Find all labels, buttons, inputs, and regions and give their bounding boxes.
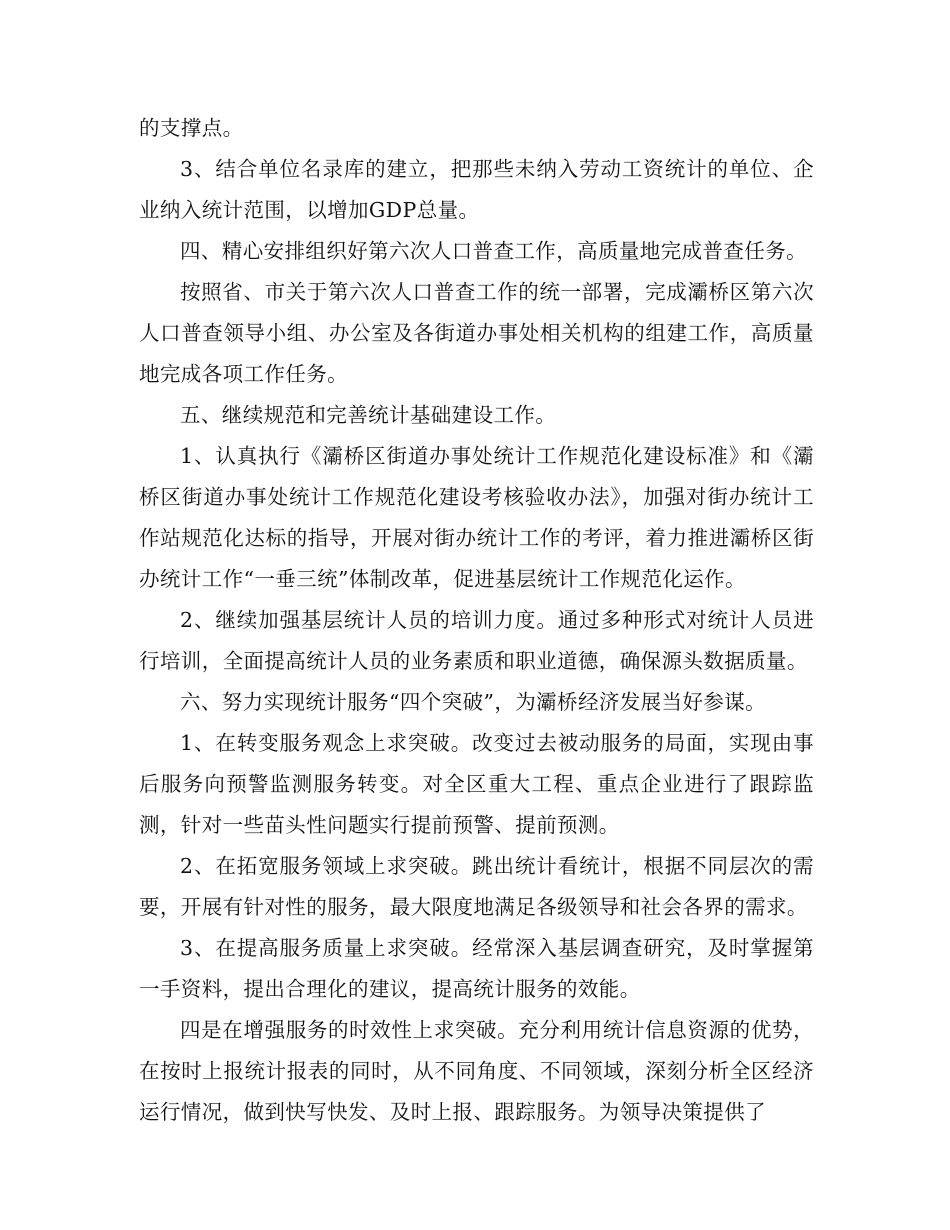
paragraph-item-1-standards: 1、认真执行《灞桥区街道办事处统计工作规范化建设标准》和《灞桥区街道办事处统计工作规范化建设考核验收办法》，加强对街办统计工作站规范化达标的指导，开展对街办统计工作的考评，着力推进灞桥区街办统计工作“一垂三统”体制改革，促进基层统计工作规范化运作。 xyxy=(139,444,814,591)
paragraph-continuation: 的支撑点。 xyxy=(139,116,244,140)
paragraph-item-3-service-quality: 3、在提高服务质量上求突破。经常深入基层调查研究，及时掌握第一手资料，提出合理化的建议，提高统计服务的效能。 xyxy=(139,936,814,1001)
document-body xyxy=(139,108,814,1133)
paragraph-item-4-timeliness: 四是在增强服务的时效性上求突破。充分利用统计信息资源的优势，在按时上报统计报表的同时，从不同角度、不同领域，深刻分析全区经济运行情况，做到快写快发、及时上报、跟踪服务。为领导决策提供了 xyxy=(139,1018,814,1124)
paragraph-item-3-unit-directory: 3、结合单位名录库的建立，把那些未纳入劳动工资统计的单位、企业纳入统计范围，以增加GDP总量。 xyxy=(139,157,814,222)
paragraph-census-deployment: 按照省、市关于第六次人口普查工作的统一部署，完成灞桥区第六次人口普查领导小组、办公室及各街道办事处相关机构的组建工作，高质量地完成各项工作任务。 xyxy=(139,280,814,386)
section-heading-6-breakthroughs: 六、努力实现统计服务“四个突破”，为灞桥经济发展当好参谋。 xyxy=(180,690,767,714)
section-heading-4-census: 四、精心安排组织好第六次人口普查工作，高质量地完成普查任务。 xyxy=(180,239,807,263)
paragraph-item-2-training: 2、继续加强基层统计人员的培训力度。通过多种形式对统计人员进行培训，全面提高统计人员的业务素质和职业道德，确保源头数据质量。 xyxy=(139,608,814,673)
paragraph-item-1-service-concept: 1、在转变服务观念上求突破。改变过去被动服务的局面，实现由事后服务向预警监测服务转变。对全区重大工程、重点企业进行了跟踪监测，针对一些苗头性问题实行提前预警、提前预测。 xyxy=(139,731,814,837)
paragraph-item-2-service-scope: 2、在拓宽服务领域上求突破。跳出统计看统计，根据不同层次的需要，开展有针对性的服务，最大限度地满足各级领导和社会各界的需求。 xyxy=(139,854,814,919)
section-heading-5-foundation: 五、继续规范和完善统计基础建设工作。 xyxy=(180,403,557,427)
